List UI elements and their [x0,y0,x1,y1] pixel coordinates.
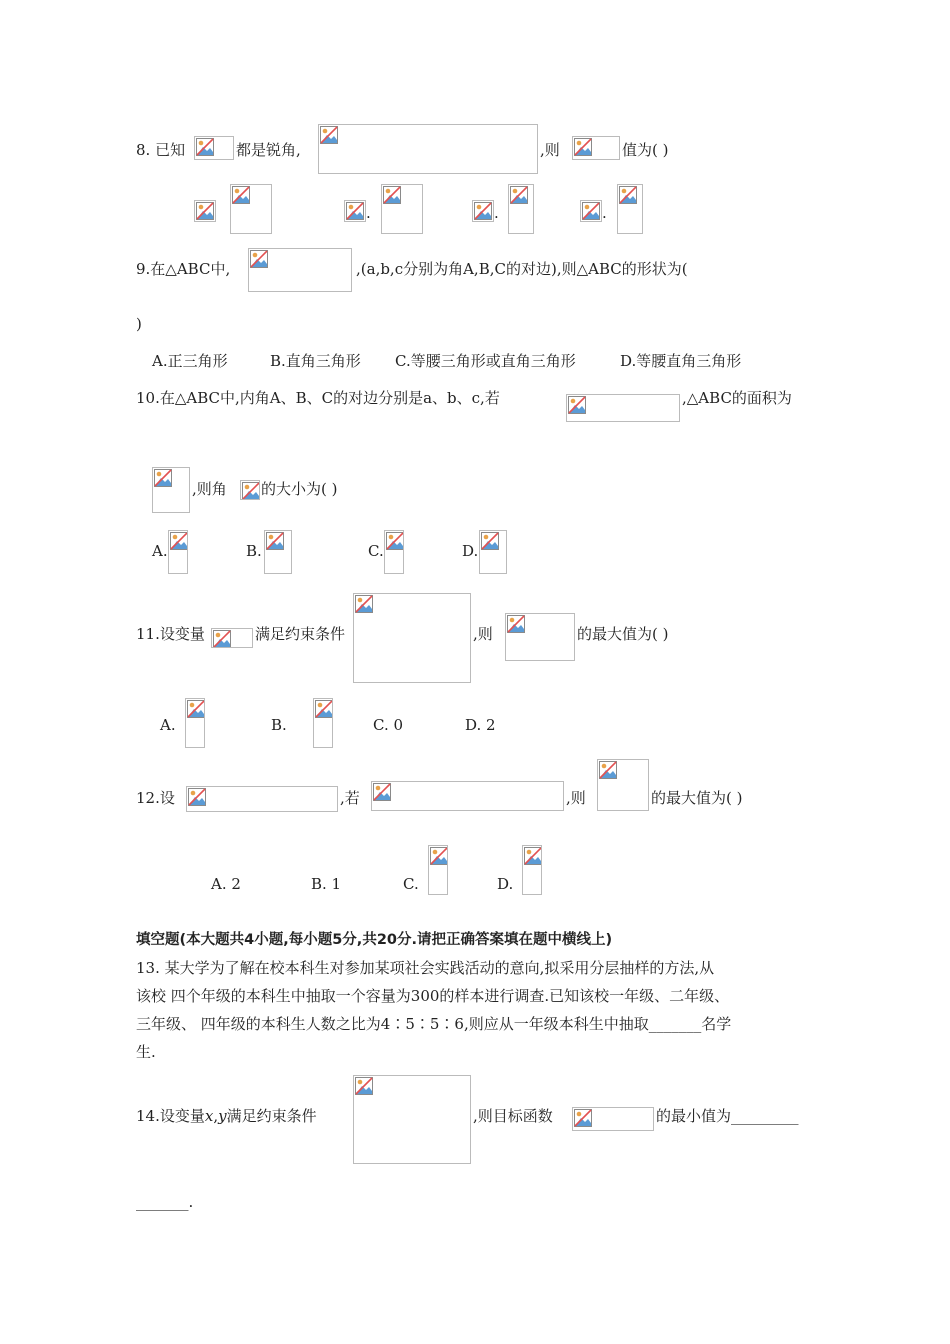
q8-option-b-formula [381,184,423,234]
q14-text-objective: ,则目标函数 [473,1107,553,1125]
broken-image-icon [430,847,448,865]
q12-option-d-formula [522,845,542,895]
q10-text-area: ,△ABC的面积为 [682,389,792,407]
q11-option-b: B. [271,716,287,734]
q8-option-a-image [194,200,216,222]
q14-text-set: 14.设变量 [136,1107,205,1125]
q11-option-a-formula [185,698,205,748]
q14-var-x: x [204,1107,214,1125]
q11-option-d: D. 2 [465,716,496,734]
q14-constraint-system-image [353,1075,471,1164]
broken-image-icon [599,761,617,779]
q12-option-c: C. [403,875,419,893]
broken-image-icon [568,396,586,414]
fill-in-section-title: 填空题(本大题共4小题,每小题5分,共20分.请把正确答案填在题中横线上) [136,932,613,948]
broken-image-icon [474,202,492,220]
broken-image-icon [619,186,637,204]
q14-answer-blank: _______. [136,1193,194,1211]
broken-image-icon [355,595,373,613]
broken-image-icon [250,250,268,268]
q10-label: 10.在△ABC中,内角A、B、C的对边分别是a、b、c,若 [136,389,500,407]
q12-option-b: B. 1 [311,875,342,893]
broken-image-icon [320,126,338,144]
q8-formula-image-2 [318,124,538,174]
q14-comma: , [213,1107,219,1125]
q10-formula-image-1 [566,394,680,422]
q14-text-min: 的最小值为_________ [656,1107,799,1125]
q10-option-d: D. [462,542,479,560]
q8-label: 8. 已知 [136,141,186,159]
q12-formula-image-3 [597,759,649,811]
q12-option-c-formula [428,845,448,895]
q12-text-if: ,若 [340,789,360,807]
broken-image-icon [232,186,250,204]
broken-image-icon [196,138,214,156]
broken-image-icon [524,847,542,865]
q10-option-a-formula [168,530,188,574]
q9-label: 9.在△ABC中, [136,260,231,278]
q8-option-b-dot: . [366,204,371,222]
q9-text-close: ) [136,315,142,333]
q8-option-d-formula [617,184,643,234]
q10-option-b-formula [264,530,292,574]
broken-image-icon [355,1077,373,1095]
q13-line-2: 该校 四个年级的本科生中抽取一个容量为300的样本进行调查.已知该校一年级、二年级、 [136,987,730,1005]
q11-constraint-system-image [353,593,471,683]
q8-text-value: 值为( ) [622,141,669,159]
q14-formula-image [572,1107,654,1131]
q11-text-max: 的最大值为( ) [577,625,669,643]
q8-option-a-formula [230,184,272,234]
q8-option-d-dot: . [602,204,607,222]
broken-image-icon [315,700,333,718]
q11-text-then: ,则 [473,625,493,643]
q8-formula-image-1 [194,136,234,160]
q12-formula-image-2 [371,781,564,811]
q12-option-d: D. [497,875,514,893]
broken-image-icon [574,1109,592,1127]
q13-line-1: 13. 某大学为了解在校本科生对参加某项社会实践活动的意向,拟采用分层抽样的方法,从 [136,959,715,977]
q9-formula-image [248,248,352,292]
q8-text-then: ,则 [540,141,560,159]
q12-label: 12.设 [136,789,175,807]
broken-image-icon [196,202,214,220]
broken-image-icon [266,532,284,550]
q8-formula-image-3 [572,136,620,160]
q12-text-then: ,则 [566,789,586,807]
q9-option-c: C.等腰三角形或直角三角形 [395,352,576,370]
q11-formula-image-2 [505,613,575,661]
q9-text-shape: ,(a,b,c分别为角A,B,C的对边),则△ABC的形状为( [356,260,688,278]
broken-image-icon [187,700,205,718]
broken-image-icon [386,532,404,550]
q11-formula-image-1 [211,628,253,648]
broken-image-icon [383,186,401,204]
q10-formula-image-3 [240,480,260,500]
q14-text-constraint: 满足约束条件 [226,1107,317,1125]
q11-option-b-formula [313,698,333,748]
q12-formula-image-1 [186,786,338,812]
q9-option-d: D.等腰直角三角形 [620,352,742,370]
q11-option-a: A. [160,716,176,734]
broken-image-icon [582,202,600,220]
q8-option-c-formula [508,184,534,234]
q14-label [136,1107,317,1125]
q10-text-size: 的大小为( ) [261,480,338,498]
q9-option-b: B.直角三角形 [270,352,361,370]
q12-text-max: 的最大值为( ) [651,789,743,807]
broken-image-icon [170,532,188,550]
broken-image-icon [154,469,172,487]
q11-option-c: C. 0 [373,716,404,734]
q14-var-y: y [218,1107,227,1125]
broken-image-icon [481,532,499,550]
q11-label: 11.设变量 [136,625,205,643]
broken-image-icon [242,482,260,500]
q10-option-c: C. [368,542,384,560]
broken-image-icon [346,202,364,220]
q10-formula-image-2 [152,467,190,513]
broken-image-icon [507,615,525,633]
q10-option-a: A. [152,542,168,560]
broken-image-icon [373,783,391,801]
broken-image-icon [574,138,592,156]
broken-image-icon [510,186,528,204]
q13-line-4: 生. [136,1043,156,1061]
q8-option-d-image [580,200,602,222]
q12-option-a: A. 2 [211,875,241,893]
q8-option-c-image [472,200,494,222]
q8-text-acute: 都是锐角, [236,141,301,159]
q10-text-angle: ,则角 [192,480,227,498]
q8-option-c-dot: . [494,204,499,222]
broken-image-icon [188,788,206,806]
broken-image-icon [213,630,231,648]
q9-option-a: A.正三角形 [152,352,228,370]
q10-option-d-formula [479,530,507,574]
q10-option-b: B. [246,542,262,560]
q11-text-constraint: 满足约束条件 [255,625,346,643]
q8-option-b-image [344,200,366,222]
q10-option-c-formula [384,530,404,574]
q13-line-3: 三年级、 四年级的本科生人数之比为4∶5∶5∶6,则应从一年级本科生中抽取_______名学 [136,1015,732,1033]
